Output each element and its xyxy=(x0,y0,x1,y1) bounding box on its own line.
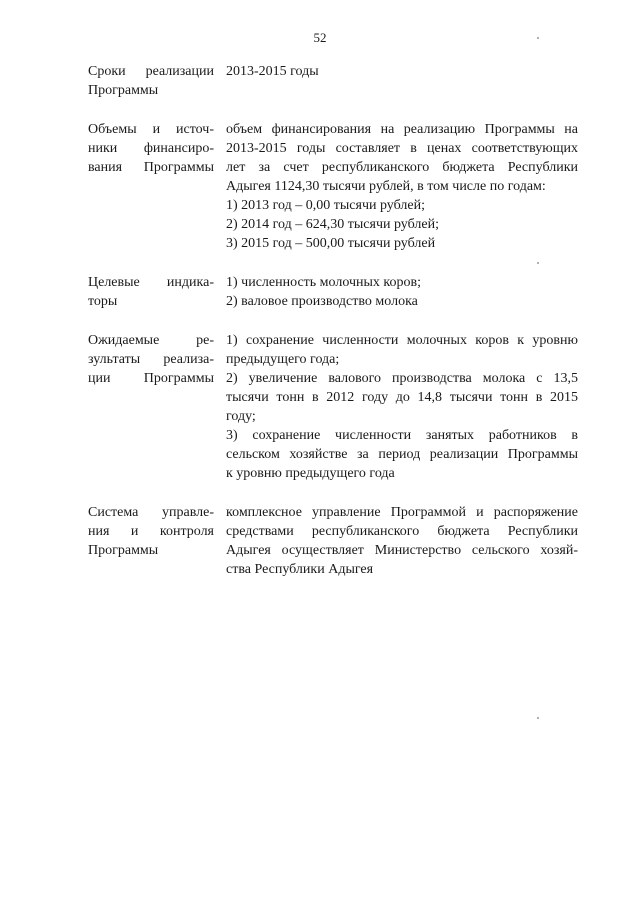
content-line: 2013-2015 годы составляет в ценах соответствующих xyxy=(226,141,578,156)
content-line: 2) валовое производство молока xyxy=(226,294,418,309)
content-line: Адыгея осуществляет Министерство сельского хозяй- xyxy=(226,543,578,558)
row-label-line: Объемы и источ- xyxy=(88,122,214,137)
row-label-line: Система управле- xyxy=(88,505,214,520)
passport-row xyxy=(88,62,578,100)
content-line: предыдущего года; xyxy=(226,352,340,367)
passport-row xyxy=(88,331,578,483)
scan-speck xyxy=(537,37,539,39)
content-line: 3) 2015 год – 500,00 тысячи рублей xyxy=(226,236,436,251)
row-label-line: Целевые индика- xyxy=(88,275,214,290)
row-label xyxy=(88,331,214,483)
content-paragraph xyxy=(226,369,578,426)
content-paragraph xyxy=(226,426,578,483)
content-line: ства Республики Адыгея xyxy=(226,562,374,577)
content-paragraph xyxy=(226,331,578,369)
passport-row xyxy=(88,273,578,311)
row-label-line: Ожидаемые ре- xyxy=(88,333,214,348)
content-line: к уровню предыдущего года xyxy=(226,466,395,481)
content-line: лет за счет республиканского бюджета Республики xyxy=(226,160,578,175)
row-content xyxy=(226,62,578,100)
row-label xyxy=(88,120,214,253)
row-label-line: ники финансиро- xyxy=(88,141,214,156)
row-content xyxy=(226,503,578,579)
content-line: году; xyxy=(226,409,256,424)
content-line: 1) численность молочных коров; xyxy=(226,275,421,290)
row-label-line: торы xyxy=(88,294,118,309)
row-label-line: ния и контроля xyxy=(88,524,214,539)
row-label xyxy=(88,62,214,100)
passport-row xyxy=(88,503,578,579)
content-line: Адыгея 1124,30 тысячи рублей, в том числе по годам: xyxy=(226,179,546,194)
row-label-line: зультаты реализа- xyxy=(88,352,214,367)
row-label-line: Программы xyxy=(88,83,159,98)
content-line: объем финансирования на реализацию Программы на xyxy=(226,122,578,137)
passport-row xyxy=(88,120,578,253)
content-paragraph xyxy=(226,196,578,253)
content-line: сельском хозяйстве за период реализации Программы xyxy=(226,447,578,462)
content-line: 1) сохранение численности молочных коров к уровню xyxy=(226,333,578,348)
page-number: 52 xyxy=(313,30,327,45)
passport-table xyxy=(88,62,578,599)
content-paragraph xyxy=(226,503,578,579)
content-paragraph xyxy=(226,120,578,196)
content-line: 2013-2015 годы xyxy=(226,64,319,79)
row-content xyxy=(226,120,578,253)
content-line: 3) сохранение численности занятых работников в xyxy=(226,428,578,443)
row-content xyxy=(226,331,578,483)
row-label xyxy=(88,273,214,311)
row-label xyxy=(88,503,214,579)
scan-speck xyxy=(537,262,539,264)
content-paragraph xyxy=(226,62,578,81)
content-line: 2) 2014 год – 624,30 тысячи рублей; xyxy=(226,217,439,232)
content-line: средствами республиканского бюджета Республики xyxy=(226,524,578,539)
row-label-line: ции Программы xyxy=(88,371,214,386)
content-line: 2) увеличение валового производства молока с 13,5 xyxy=(226,371,578,386)
row-label-line: Программы xyxy=(88,543,159,558)
row-label-line: Сроки реализации xyxy=(88,64,214,79)
content-paragraph xyxy=(226,273,578,311)
content-line: тысячи тонн в 2012 году до 14,8 тысячи тонн в 2015 xyxy=(226,390,578,405)
row-content xyxy=(226,273,578,311)
row-label-line: вания Программы xyxy=(88,160,214,175)
content-line: 1) 2013 год – 0,00 тысячи рублей; xyxy=(226,198,425,213)
content-line: комплексное управление Программой и распоряжение xyxy=(226,505,578,520)
scan-speck xyxy=(537,717,539,719)
